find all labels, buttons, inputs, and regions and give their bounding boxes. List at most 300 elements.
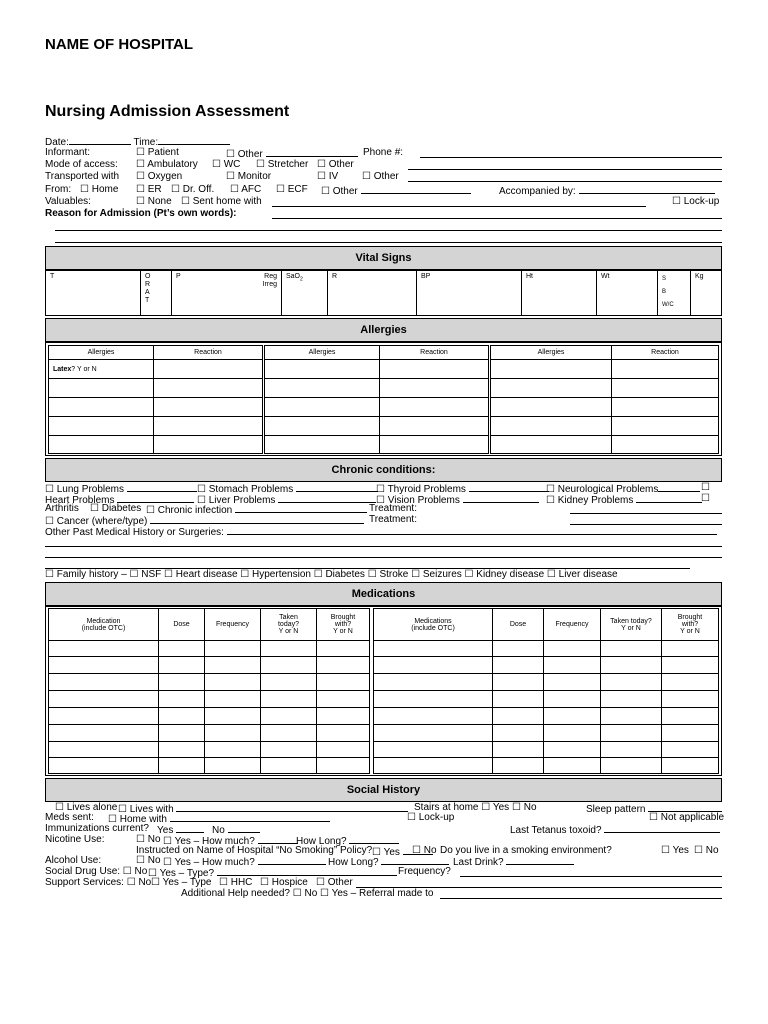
allergy-cell[interactable] — [49, 417, 154, 436]
social-drug-no-checkbox[interactable]: Social Drug Use: ☐ No — [45, 866, 148, 877]
med-cell[interactable] — [261, 742, 317, 758]
allergy-cell[interactable] — [49, 436, 154, 454]
allergy-cell[interactable] — [265, 417, 380, 436]
med-cell[interactable] — [261, 758, 317, 774]
neuro-problems-field[interactable] — [658, 482, 700, 492]
med-cell[interactable] — [374, 742, 493, 758]
med-cell[interactable] — [317, 641, 370, 657]
med-cell[interactable] — [493, 674, 544, 691]
med-cell[interactable] — [49, 758, 159, 774]
medications-table-1 — [48, 608, 370, 774]
neuro-problems-label: ☐ Neurological Problems — [546, 484, 659, 495]
allergy-reaction-cell[interactable] — [154, 417, 263, 436]
med-cell[interactable] — [205, 641, 261, 657]
med-cell[interactable] — [49, 691, 159, 708]
support-other-checkbox[interactable]: ☐ Other — [316, 877, 353, 888]
med-cell[interactable] — [159, 657, 205, 674]
med-cell[interactable] — [159, 708, 205, 725]
med-col-dose: Dose — [159, 609, 205, 641]
from-other-checkbox[interactable] — [321, 184, 471, 198]
allergy-cell[interactable] — [265, 360, 380, 379]
transported-label: Transported with — [45, 171, 120, 182]
transport-line[interactable] — [408, 181, 722, 182]
med-col-medications-l1: Medications — [414, 617, 452, 625]
immunizations-yes-label: Yes — [157, 825, 174, 836]
vital-route-cell[interactable] — [141, 271, 172, 316]
med-cell[interactable] — [601, 708, 662, 725]
med-cell[interactable] — [205, 742, 261, 758]
allergies-col-allergies: Allergies — [491, 346, 612, 360]
med-cell[interactable] — [662, 657, 719, 674]
smoking-environment-label: Do you live in a smoking environment? — [440, 845, 612, 856]
allergy-reaction-cell[interactable] — [612, 398, 719, 417]
allergy-cell[interactable] — [491, 398, 612, 417]
vital-kg-cell[interactable] — [691, 271, 722, 316]
med-cell[interactable] — [261, 657, 317, 674]
allergy-cell[interactable] — [265, 379, 380, 398]
vital-irreg-label: Irreg — [262, 281, 277, 288]
med-col-brought-l1: Brought — [330, 614, 356, 621]
allergy-cell[interactable] — [49, 398, 154, 417]
med-cell[interactable] — [544, 674, 601, 691]
sent-home-field[interactable] — [272, 206, 646, 207]
informant-row — [45, 147, 90, 159]
smoking-env-no-checkbox[interactable]: ☐ No — [694, 845, 719, 856]
allergy-reaction-cell[interactable] — [612, 417, 719, 436]
med-cell[interactable] — [317, 758, 370, 774]
allergies-header: Allergies — [45, 318, 722, 342]
med-cell[interactable] — [493, 691, 544, 708]
accompanied-field[interactable] — [579, 184, 715, 194]
nicotine-no-checkbox[interactable]: ☐ No — [136, 834, 161, 845]
allergy-reaction-cell[interactable] — [612, 379, 719, 398]
allergies-col-reaction: Reaction — [612, 346, 719, 360]
med-cell[interactable] — [205, 691, 261, 708]
immunizations-no-field[interactable] — [228, 823, 260, 833]
phone-label: Phone #: — [363, 147, 404, 158]
alcohol-yes-label: ☐ Yes – How much? — [163, 857, 255, 868]
allergies-col-allergies: Allergies — [265, 346, 380, 360]
med-cell[interactable] — [544, 742, 601, 758]
vital-bp-cell[interactable] — [417, 271, 522, 316]
med-cell[interactable] — [49, 725, 159, 742]
allergy-reaction-cell[interactable] — [380, 436, 489, 454]
sleep-pattern-field[interactable] — [648, 802, 722, 812]
med-cell[interactable] — [205, 758, 261, 774]
allergy-cell[interactable] — [491, 360, 612, 379]
vital-r-label: R — [332, 273, 338, 280]
med-cell[interactable] — [49, 657, 159, 674]
med-cell[interactable] — [159, 691, 205, 708]
stairs-no-checkbox[interactable]: ☐ No — [512, 802, 537, 813]
allergy-cell[interactable] — [491, 436, 612, 454]
latex-yn: ? Y or N — [71, 365, 97, 373]
iv-checkbox[interactable]: ☐ IV — [317, 171, 339, 182]
diabetes-checkbox[interactable]: ☐ Diabetes — [90, 503, 142, 514]
nicotine-how-long-text: How Long? — [296, 836, 347, 847]
allergy-reaction-cell[interactable] — [612, 360, 719, 379]
med-col-brought-2-l2: with? — [681, 621, 699, 628]
support-no-checkbox[interactable]: Support Services: ☐ No — [45, 877, 152, 888]
reason-line-3[interactable] — [55, 242, 722, 243]
stomach-problems-label: ☐ Stomach Problems — [197, 484, 294, 495]
med-cell[interactable] — [601, 674, 662, 691]
heart-problems-field[interactable] — [117, 493, 194, 503]
med-cell[interactable] — [662, 641, 719, 657]
med-cell[interactable] — [544, 758, 601, 774]
cancer-label: ☐ Cancer (where/type) — [45, 516, 148, 527]
referral-yes-checkbox[interactable]: ☐ Yes – Referral made to — [320, 888, 434, 899]
allergies-table-3 — [490, 345, 719, 454]
med-col-medication — [49, 609, 159, 641]
vital-wt-label: Wt — [601, 273, 610, 280]
reason-label: Reason for Admission (Pt’s own words): — [45, 208, 237, 219]
med-cell[interactable] — [374, 708, 493, 725]
med-cell[interactable] — [662, 725, 719, 742]
alcohol-how-long-text: How Long? — [328, 857, 379, 868]
allergy-reaction-cell[interactable] — [380, 417, 489, 436]
med-cell[interactable] — [261, 641, 317, 657]
med-cell[interactable] — [662, 691, 719, 708]
liver-problems-label: ☐ Liver Problems — [197, 495, 276, 506]
from-er-checkbox[interactable]: ☐ ER — [136, 184, 162, 195]
vital-sao2-cell[interactable] — [282, 271, 328, 316]
med-cell[interactable] — [601, 691, 662, 708]
allergy-reaction-cell[interactable] — [154, 360, 263, 379]
thyroid-problems-field[interactable] — [469, 482, 549, 492]
med-cell[interactable] — [261, 674, 317, 691]
med-cell[interactable] — [317, 725, 370, 742]
med-cell[interactable] — [261, 708, 317, 725]
mode-other-checkbox[interactable]: ☐ Other — [317, 159, 354, 170]
alcohol-label: Alcohol Use: — [45, 855, 102, 866]
hospital-name: NAME OF HOSPITAL — [45, 36, 194, 53]
allergy-cell[interactable] — [49, 379, 154, 398]
med-cell[interactable] — [159, 758, 205, 774]
allergies-table-1 — [48, 345, 263, 454]
heart-problems-text: Heart Problems — [45, 495, 115, 506]
med-cell[interactable] — [493, 725, 544, 742]
med-cell[interactable] — [544, 657, 601, 674]
chronic-extra-checkbox-2[interactable]: ☐ — [701, 493, 710, 504]
last-drink-text: Last Drink? — [453, 857, 504, 868]
time-field[interactable] — [158, 135, 230, 145]
last-drink-label — [453, 855, 574, 869]
nicotine-how-long-field[interactable] — [349, 834, 399, 844]
informant-other-label: ☐ Other — [226, 149, 263, 160]
allergy-reaction-cell[interactable] — [154, 398, 263, 417]
allergy-cell[interactable] — [491, 417, 612, 436]
vital-kg-label: Kg — [695, 273, 704, 280]
allergy-cell[interactable] — [265, 436, 380, 454]
family-history-row[interactable]: ☐ Family history – ☐ NSF ☐ Heart disease ☐ Hypertension ☐ Diabetes ☐ Stroke ☐ Seizures ☐ Kidney disease ☐ Liver disease — [45, 569, 618, 580]
vital-s-label: S — [662, 276, 667, 282]
kidney-problems-label: ☐ Kidney Problems — [546, 495, 634, 506]
vital-b-label: B — [662, 289, 667, 295]
reason-field[interactable] — [272, 218, 722, 219]
med-cell[interactable] — [317, 691, 370, 708]
informant-patient-checkbox[interactable]: ☐ Patient — [136, 147, 179, 158]
last-drink-field[interactable] — [506, 855, 574, 865]
drug-frequency-label: Frequency? — [398, 866, 451, 877]
informant-label: Informant: — [45, 147, 91, 158]
reason-line-2[interactable] — [55, 230, 722, 231]
lives-with-field[interactable] — [176, 802, 408, 812]
med-cell[interactable] — [544, 691, 601, 708]
med-col-taken-2-l2: Y or N — [621, 624, 641, 632]
med-cell[interactable] — [493, 657, 544, 674]
nicotine-yes-label: ☐ Yes – How much? — [163, 836, 255, 847]
phone-field[interactable] — [420, 157, 722, 158]
vital-route-o: O — [145, 273, 151, 280]
nicotine-how-much-field[interactable] — [258, 834, 298, 844]
vital-wt-cell[interactable] — [597, 271, 658, 316]
chronic-infection-label: ☐ Chronic infection — [146, 505, 233, 516]
informant-other-field[interactable] — [266, 147, 358, 157]
latex-cell[interactable] — [49, 360, 154, 379]
accompanied-text: Accompanied by: — [499, 186, 576, 197]
immunizations-yes-field[interactable] — [176, 823, 204, 833]
from-droff-checkbox[interactable]: ☐ Dr. Off. — [171, 184, 215, 195]
alcohol-how-much-field[interactable] — [258, 855, 326, 865]
med-cell[interactable] — [601, 641, 662, 657]
pmh-line-3[interactable] — [45, 557, 722, 558]
vital-sao2-label: SaO — [286, 273, 301, 280]
med-cell[interactable] — [317, 742, 370, 758]
med-cell[interactable] — [601, 742, 662, 758]
allergy-cell[interactable] — [491, 379, 612, 398]
stomach-problems-field[interactable] — [296, 482, 378, 492]
med-cell[interactable] — [544, 708, 601, 725]
sleep-pattern-text: Sleep pattern — [586, 804, 646, 815]
vital-signs-header: Vital Signs — [45, 246, 722, 270]
med-col-medications-l2: (include OTC) — [411, 624, 455, 632]
med-cell[interactable] — [49, 742, 159, 758]
stretcher-checkbox[interactable]: ☐ Stretcher — [256, 159, 309, 170]
allergies-col-reaction: Reaction — [380, 346, 489, 360]
med-cell[interactable] — [662, 758, 719, 774]
allergies-col-reaction: Reaction — [154, 346, 263, 360]
vital-p-label: P — [176, 273, 181, 280]
med-cell[interactable] — [49, 674, 159, 691]
liver-problems-field[interactable] — [278, 493, 376, 503]
med-col-frequency-2: Frequency — [544, 609, 601, 641]
pmh-line-2[interactable] — [45, 546, 722, 547]
drug-frequency-field[interactable] — [460, 876, 722, 877]
vital-ht-cell[interactable] — [522, 271, 597, 316]
med-col-medication-l2: (include OTC) — [81, 624, 126, 632]
valuables-lockup-checkbox[interactable]: ☐ Lock-up — [672, 196, 720, 207]
med-cell[interactable] — [159, 742, 205, 758]
allergy-reaction-cell[interactable] — [154, 436, 263, 454]
alcohol-how-long-field[interactable] — [381, 855, 449, 865]
no-smoking-policy-label: Instructed on Name of Hospital “No Smoking” Policy? — [136, 845, 373, 856]
transport-other-checkbox[interactable]: ☐ Other — [362, 171, 399, 182]
med-col-taken-l3: Y or N — [278, 628, 299, 635]
policy-no-checkbox[interactable]: ☐ No — [412, 845, 437, 856]
social-drug-type-field[interactable] — [217, 866, 397, 876]
med-cell[interactable] — [374, 691, 493, 708]
tetanus-field[interactable] — [604, 823, 720, 833]
med-col-medications — [374, 609, 493, 641]
referral-field[interactable] — [440, 898, 722, 899]
med-col-dose-2: Dose — [493, 609, 544, 641]
med-cell[interactable] — [493, 641, 544, 657]
vital-t-cell[interactable] — [46, 271, 141, 316]
lives-with-label: ☐ Lives with — [118, 804, 174, 815]
med-cell[interactable] — [374, 657, 493, 674]
lung-problems-label: ☐ Lung Problems — [45, 484, 125, 495]
date-field[interactable] — [69, 135, 131, 145]
med-cell[interactable] — [601, 758, 662, 774]
vital-wc-label: W/C — [662, 302, 674, 308]
vital-p-cell[interactable] — [172, 271, 282, 316]
hospice-checkbox[interactable]: ☐ Hospice — [260, 877, 308, 888]
med-cell[interactable] — [493, 708, 544, 725]
valuables-label: Valuables: — [45, 196, 91, 207]
social-history-header: Social History — [45, 778, 722, 802]
pmh-field[interactable] — [227, 525, 717, 535]
sent-home-checkbox[interactable]: ☐ Sent home with — [181, 196, 262, 207]
kidney-problems-checkbox[interactable] — [546, 493, 702, 507]
vital-sbwc-cell[interactable] — [658, 271, 691, 316]
vision-problems-label: ☐ Vision Problems — [376, 495, 460, 506]
med-cell[interactable] — [374, 641, 493, 657]
vital-signs-table — [45, 270, 722, 316]
med-cell[interactable] — [544, 725, 601, 742]
pmh-label — [45, 525, 717, 539]
allergy-reaction-cell[interactable] — [380, 360, 489, 379]
tetanus-text: Last Tetanus toxoid? — [510, 825, 602, 836]
med-cell[interactable] — [374, 758, 493, 774]
med-cell[interactable] — [493, 742, 544, 758]
support-yes-checkbox[interactable]: ☐ Yes – Type — [151, 877, 212, 888]
valuables-none-checkbox[interactable]: ☐ None — [136, 196, 172, 207]
med-cell[interactable] — [205, 674, 261, 691]
lung-problems-field[interactable] — [127, 482, 197, 492]
med-cell[interactable] — [374, 725, 493, 742]
policy-yes-label: ☐ Yes — [372, 847, 400, 858]
treatment-field[interactable] — [570, 513, 722, 514]
med-cell[interactable] — [662, 742, 719, 758]
smoking-env-yes-checkbox[interactable]: ☐ Yes — [661, 845, 689, 856]
allergy-reaction-cell[interactable] — [380, 398, 489, 417]
vital-bp-label: BP — [421, 273, 431, 280]
med-cell[interactable] — [317, 657, 370, 674]
med-cell[interactable] — [662, 708, 719, 725]
vital-route-r: R — [145, 281, 151, 288]
meds-lockup-checkbox[interactable]: ☐ Lock-up — [407, 812, 455, 823]
allergies-col-allergies: Allergies — [49, 346, 154, 360]
mode-label: Mode of access: — [45, 159, 118, 170]
mode-line[interactable] — [408, 169, 722, 170]
med-cell[interactable] — [159, 641, 205, 657]
vital-reg-label: Reg — [264, 273, 277, 280]
med-cell[interactable] — [49, 641, 159, 657]
med-cell[interactable] — [261, 691, 317, 708]
nicotine-label: Nicotine Use: — [45, 834, 105, 845]
med-col-brought-2-l3: Y or N — [680, 628, 700, 635]
meds-not-applicable-checkbox[interactable]: ☐ Not applicable — [649, 812, 725, 823]
allergy-reaction-cell[interactable] — [154, 379, 263, 398]
from-other-field[interactable] — [361, 184, 471, 194]
monitor-checkbox[interactable]: ☐ Monitor — [226, 171, 272, 182]
med-col-taken-2-l1: Taken today? — [610, 617, 652, 625]
med-cell[interactable] — [374, 674, 493, 691]
med-cell[interactable] — [601, 657, 662, 674]
med-cell[interactable] — [205, 725, 261, 742]
from-ecf-checkbox[interactable]: ☐ ECF — [276, 184, 308, 195]
vital-ht-label: Ht — [526, 273, 533, 280]
med-cell[interactable] — [261, 725, 317, 742]
med-col-brought-l2: with? — [334, 621, 352, 628]
med-cell[interactable] — [49, 708, 159, 725]
allergy-reaction-cell[interactable] — [380, 379, 489, 398]
med-cell[interactable] — [317, 708, 370, 725]
allergies-table-2 — [264, 345, 489, 454]
date-label: Date: — [45, 137, 69, 148]
kidney-problems-field[interactable] — [636, 493, 702, 503]
vision-problems-field[interactable] — [463, 493, 539, 503]
med-cell[interactable] — [159, 674, 205, 691]
med-cell[interactable] — [205, 657, 261, 674]
chronic-extra-checkbox[interactable]: ☐ — [701, 482, 710, 493]
meds-home-with-field[interactable] — [170, 812, 330, 822]
social-drug-yes-label: ☐ Yes – Type? — [148, 868, 215, 879]
med-cell[interactable] — [493, 758, 544, 774]
med-cell[interactable] — [205, 708, 261, 725]
thyroid-problems-label: ☐ Thyroid Problems — [376, 484, 466, 495]
meds-sent-label: Meds sent: — [45, 812, 94, 823]
chronic-header: Chronic conditions: — [45, 458, 722, 482]
immunizations-no-label: No — [212, 825, 225, 836]
med-cell[interactable] — [544, 641, 601, 657]
vital-r-cell[interactable] — [328, 271, 417, 316]
vital-route-a: A — [145, 289, 150, 296]
med-cell[interactable] — [317, 674, 370, 691]
cancer-field[interactable] — [150, 514, 364, 524]
med-cell[interactable] — [159, 725, 205, 742]
chronic-infection-field[interactable] — [235, 503, 367, 513]
med-col-brought-l3: Y or N — [333, 628, 353, 635]
latex-label: Latex — [53, 365, 72, 373]
additional-help-no-checkbox[interactable]: Additional Help needed? ☐ No — [181, 888, 318, 899]
medications-table-2 — [373, 608, 719, 774]
from-afc-checkbox[interactable]: ☐ AFC — [230, 184, 262, 195]
med-col-taken-l1: Taken — [279, 614, 298, 621]
meds-home-with-label: ☐ Home with — [108, 814, 167, 825]
form-title: Nursing Admission Assessment — [45, 103, 290, 120]
arthritis-label: Arthritis — [45, 503, 79, 514]
from-home-checkbox[interactable]: ☐ Home — [80, 184, 119, 195]
from-label: From: — [45, 184, 72, 195]
lives-alone-checkbox[interactable]: ☐ Lives alone — [55, 802, 118, 813]
stairs-yes-checkbox[interactable]: Stairs at home ☐ Yes — [414, 802, 510, 813]
allergy-reaction-cell[interactable] — [612, 436, 719, 454]
med-cell[interactable] — [662, 674, 719, 691]
ambulatory-checkbox[interactable]: ☐ Ambulatory — [136, 159, 198, 170]
med-col-frequency: Frequency — [205, 609, 261, 641]
vital-sao2-sub: 2 — [300, 276, 303, 283]
oxygen-checkbox[interactable]: ☐ Oxygen — [136, 171, 183, 182]
alcohol-no-checkbox[interactable]: ☐ No — [136, 855, 161, 866]
wc-checkbox[interactable]: ☐ WC — [212, 159, 241, 170]
medications-header: Medications — [45, 582, 722, 606]
med-cell[interactable] — [601, 725, 662, 742]
med-col-medication-l1: Medication — [86, 617, 121, 625]
allergy-cell[interactable] — [265, 398, 380, 417]
hhc-checkbox[interactable]: ☐ HHC — [219, 877, 253, 888]
